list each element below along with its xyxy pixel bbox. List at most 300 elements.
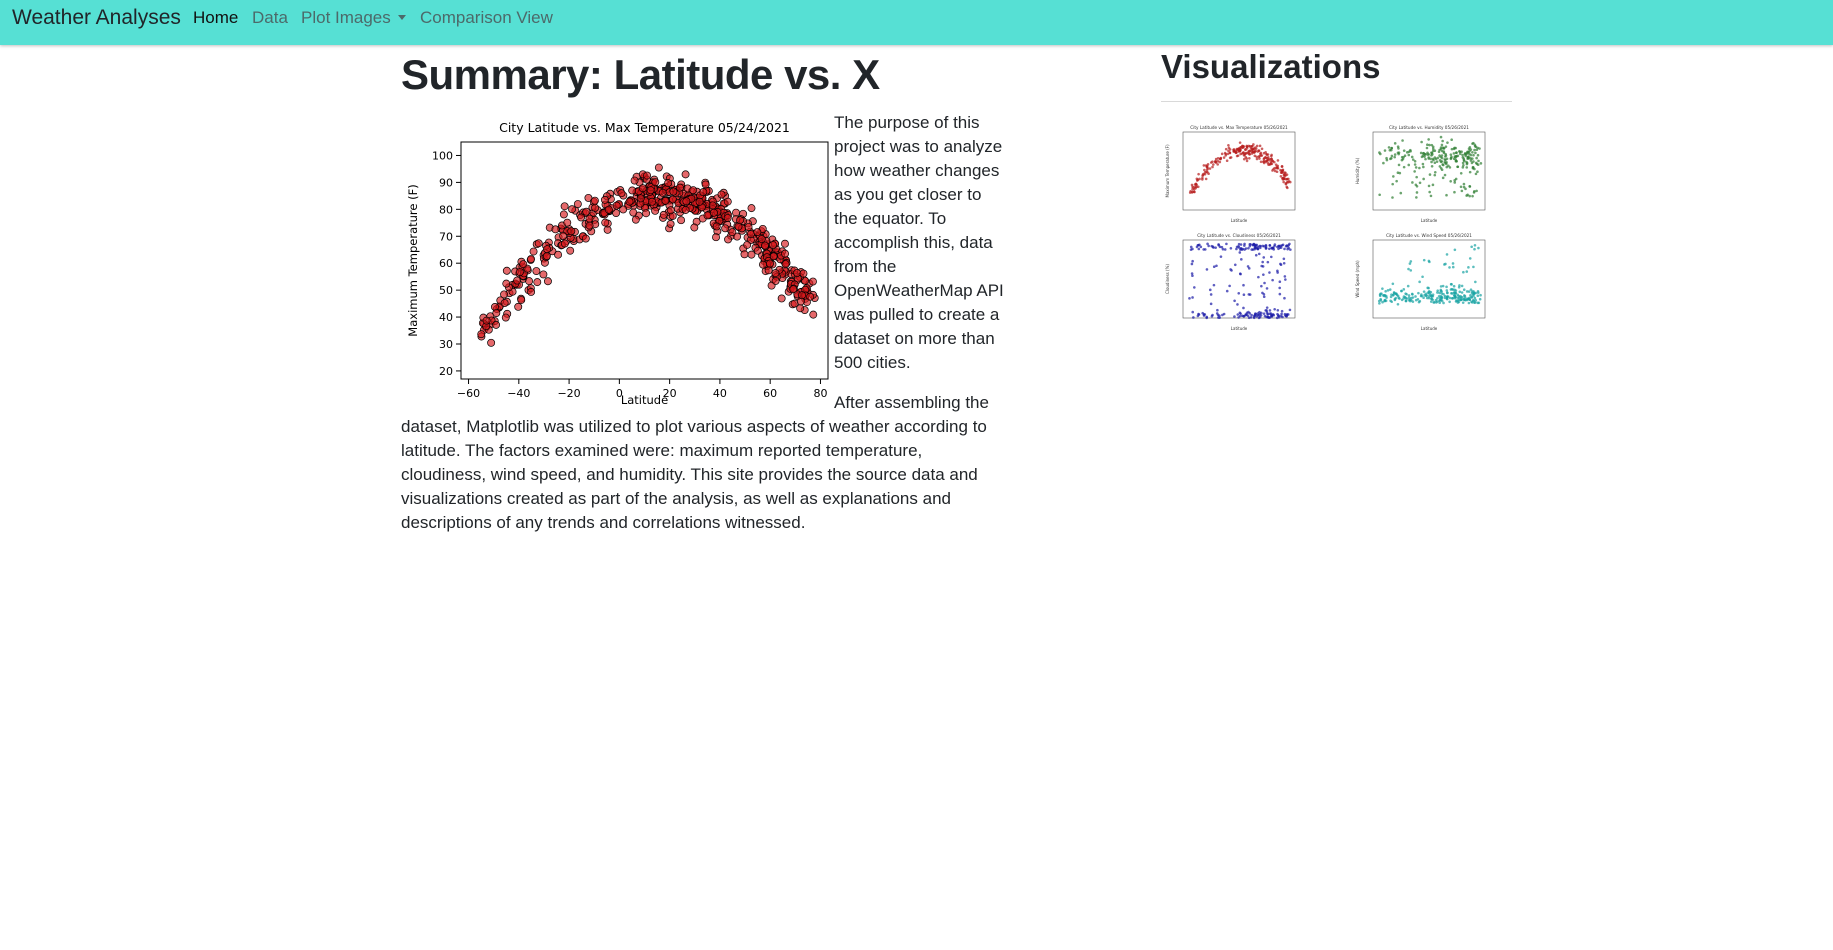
- data-point: [631, 177, 638, 184]
- thumb-point: [1256, 145, 1259, 148]
- thumb-point: [1241, 152, 1244, 155]
- thumb-xlabel: Latitude: [1420, 218, 1438, 223]
- x-tick-label: 60: [763, 387, 778, 400]
- thumb-point: [1477, 154, 1480, 157]
- data-point: [754, 228, 761, 235]
- thumb-point: [1479, 298, 1482, 301]
- thumb-point: [1394, 153, 1397, 156]
- nav-data[interactable]: Data: [252, 8, 288, 27]
- thumb-point: [1191, 274, 1194, 277]
- thumb-point: [1282, 181, 1285, 184]
- data-point: [613, 202, 620, 209]
- data-point: [754, 247, 761, 254]
- thumb-point: [1445, 286, 1448, 289]
- data-point: [513, 277, 520, 284]
- thumb-point: [1266, 287, 1269, 290]
- thumb-point: [1456, 165, 1459, 168]
- thumb-point: [1262, 273, 1265, 276]
- thumb-point: [1473, 248, 1476, 251]
- thumb-point: [1418, 167, 1421, 170]
- thumbnail-temperature[interactable]: [1161, 124, 1301, 226]
- thumb-point: [1268, 247, 1271, 250]
- data-point: [724, 214, 731, 221]
- thumb-point: [1471, 195, 1474, 198]
- thumb-point: [1239, 312, 1242, 315]
- data-point: [520, 261, 527, 268]
- thumb-point: [1204, 173, 1207, 176]
- thumb-point: [1468, 185, 1471, 188]
- nav-plot-images-dropdown[interactable]: [301, 8, 406, 28]
- thumb-point: [1259, 153, 1262, 156]
- thumb-point: [1265, 244, 1268, 247]
- thumb-point: [1392, 283, 1395, 286]
- thumb-point: [1468, 302, 1471, 305]
- thumb-point: [1438, 295, 1441, 298]
- thumb-point: [1441, 292, 1444, 295]
- data-point: [732, 209, 739, 216]
- thumb-point: [1453, 285, 1456, 288]
- thumb-point: [1260, 285, 1263, 288]
- y-tick-label: 60: [439, 257, 453, 271]
- thumb-point: [1390, 300, 1393, 303]
- thumb-point: [1276, 271, 1279, 274]
- data-point: [577, 214, 584, 221]
- thumb-point: [1450, 283, 1453, 286]
- thumb-point: [1394, 299, 1397, 302]
- thumbnail-wind-speed[interactable]: [1351, 232, 1491, 334]
- thumb-point: [1470, 159, 1473, 162]
- thumb-point: [1236, 303, 1239, 306]
- thumb-point: [1263, 157, 1266, 160]
- thumb-point: [1247, 247, 1250, 250]
- thumb-point: [1428, 144, 1431, 147]
- thumb-ylabel: Humidity (%): [1355, 157, 1360, 185]
- data-point: [560, 232, 567, 239]
- thumb-point: [1400, 290, 1403, 293]
- thumb-point: [1260, 312, 1263, 315]
- data-point: [574, 200, 581, 207]
- thumb-point: [1397, 147, 1400, 150]
- thumb-point: [1423, 259, 1426, 262]
- thumb-point: [1248, 157, 1251, 160]
- thumb-point: [1433, 174, 1436, 177]
- thumb-point: [1268, 271, 1271, 274]
- thumb-ylabel: Cloudiness (%): [1165, 264, 1170, 294]
- thumb-point: [1393, 156, 1396, 159]
- thumb-point: [1390, 293, 1393, 296]
- data-point: [809, 278, 816, 285]
- thumb-point: [1438, 292, 1441, 295]
- thumb-point: [1446, 157, 1449, 160]
- thumb-point: [1283, 178, 1286, 181]
- thumb-point: [1247, 311, 1250, 314]
- data-point: [630, 209, 637, 216]
- y-tick-label: 20: [439, 364, 453, 378]
- thumb-point: [1404, 292, 1407, 295]
- thumb-point: [1378, 302, 1381, 305]
- thumb-point: [1209, 167, 1212, 170]
- thumb-point: [1442, 164, 1445, 167]
- data-point: [690, 187, 697, 194]
- data-point: [769, 241, 776, 248]
- thumb-point: [1413, 170, 1416, 173]
- thumb-point: [1453, 191, 1456, 194]
- thumb-point: [1217, 160, 1220, 163]
- data-point: [583, 208, 590, 215]
- thumb-point: [1263, 282, 1266, 285]
- thumb-point: [1422, 178, 1425, 181]
- thumb-point: [1466, 163, 1469, 166]
- thumb-point: [1285, 315, 1288, 318]
- data-point: [691, 224, 698, 231]
- thumb-point: [1259, 316, 1262, 319]
- thumb-point: [1269, 309, 1272, 312]
- thumb-point: [1471, 151, 1474, 154]
- data-point: [501, 299, 508, 306]
- thumbnail-cloudiness[interactable]: [1161, 232, 1301, 334]
- thumb-point: [1259, 145, 1262, 148]
- thumb-point: [1285, 183, 1288, 186]
- data-point: [677, 217, 684, 224]
- data-point: [483, 317, 490, 324]
- data-point: [601, 196, 608, 203]
- thumb-point: [1193, 286, 1196, 289]
- data-point: [648, 198, 655, 205]
- data-point: [683, 198, 690, 205]
- thumb-point: [1390, 296, 1393, 299]
- thumb-point: [1430, 161, 1433, 164]
- thumb-point: [1432, 184, 1435, 187]
- thumb-point: [1224, 152, 1227, 155]
- thumb-point: [1414, 163, 1417, 166]
- thumb-point: [1211, 160, 1214, 163]
- thumb-point: [1418, 281, 1421, 284]
- thumb-point: [1213, 265, 1216, 268]
- thumb-point: [1277, 309, 1280, 312]
- data-point: [664, 180, 671, 187]
- data-points: [478, 164, 819, 346]
- thumb-point: [1253, 151, 1256, 154]
- caret-down-icon: [398, 15, 406, 20]
- data-point: [502, 314, 509, 321]
- y-axis-label: Maximum Temperature (F): [406, 184, 420, 337]
- nav-home[interactable]: Home: [193, 8, 239, 27]
- thumb-point: [1206, 268, 1209, 271]
- thumb-point: [1194, 183, 1197, 186]
- thumb-point: [1452, 262, 1455, 265]
- thumb-point: [1469, 257, 1472, 260]
- thumb-point: [1273, 308, 1276, 311]
- thumb-point: [1260, 265, 1263, 268]
- thumb-point: [1258, 253, 1261, 256]
- thumb-point: [1460, 185, 1463, 188]
- thumb-title: City Latitude vs. Humidity 05/26/2021: [1389, 125, 1469, 130]
- thumb-point: [1279, 293, 1282, 296]
- thumb-point: [1236, 313, 1239, 316]
- thumb-point: [1248, 267, 1251, 270]
- thumb-point: [1402, 156, 1405, 159]
- thumb-point: [1201, 312, 1204, 315]
- data-point: [702, 181, 709, 188]
- chart-title: City Latitude vs. Max Temperature 05/24/2021: [499, 120, 790, 135]
- thumb-point: [1414, 295, 1417, 298]
- thumb-point: [1272, 313, 1275, 316]
- thumb-point: [1210, 303, 1213, 306]
- thumb-point: [1441, 157, 1444, 160]
- thumb-point: [1397, 303, 1400, 306]
- thumb-point: [1191, 263, 1194, 266]
- thumb-point: [1480, 162, 1483, 165]
- thumb-point: [1415, 183, 1418, 186]
- thumb-point: [1270, 256, 1273, 259]
- thumb-point: [1216, 309, 1219, 312]
- thumb-title: City Latitude vs. Wind Speed 05/26/2021: [1386, 233, 1472, 238]
- data-point: [652, 207, 659, 214]
- data-point: [488, 339, 495, 346]
- thumb-point: [1470, 288, 1473, 291]
- thumb-point: [1225, 243, 1228, 246]
- data-point: [582, 235, 589, 242]
- thumb-point: [1217, 157, 1220, 160]
- data-point: [778, 295, 785, 302]
- thumb-point: [1447, 295, 1450, 298]
- thumb-point: [1191, 248, 1194, 251]
- thumb-point: [1422, 163, 1425, 166]
- method-paragraph: After assembling the dataset, Matplotlib was utilized to plot various aspects of weather according to latitude. The factors examined were: maximum reported temperature, cloudiness, wind speed, and humidity. This site provides the source data and visualizations created as part of the analysis, as well as explanations and descriptions of any trends and correlations witnessed.: [401, 393, 989, 532]
- data-point: [602, 219, 609, 226]
- thumb-point: [1279, 169, 1282, 172]
- thumb-point: [1271, 279, 1274, 282]
- data-point: [530, 248, 537, 255]
- thumb-point: [1212, 163, 1215, 166]
- thumb-point: [1428, 261, 1431, 264]
- thumb-point: [1384, 149, 1387, 152]
- data-point: [478, 331, 485, 338]
- thumb-point: [1438, 154, 1441, 157]
- data-point: [626, 198, 633, 205]
- visualizations-panel: [1161, 44, 1512, 334]
- thumb-point: [1282, 244, 1285, 247]
- data-point: [629, 187, 636, 194]
- data-point: [747, 231, 754, 238]
- thumb-point: [1287, 181, 1290, 184]
- data-point: [724, 198, 731, 205]
- data-point: [712, 234, 719, 241]
- thumb-point: [1392, 175, 1395, 178]
- thumb-point: [1225, 148, 1228, 151]
- thumb-point: [1411, 181, 1414, 184]
- data-point: [676, 184, 683, 191]
- thumb-point: [1227, 144, 1230, 147]
- thumb-point: [1280, 171, 1283, 174]
- thumb-point: [1427, 138, 1430, 141]
- thumb-point: [1197, 315, 1200, 318]
- data-point: [766, 260, 773, 267]
- thumb-point: [1476, 148, 1479, 151]
- data-point: [713, 223, 720, 230]
- thumb-ylabel: Wind Speed (mph): [1355, 260, 1360, 298]
- data-point: [568, 206, 575, 213]
- thumb-point: [1399, 192, 1402, 195]
- thumb-point: [1239, 273, 1242, 276]
- thumb-point: [1244, 148, 1247, 151]
- data-point: [652, 179, 659, 186]
- thumb-point: [1223, 156, 1226, 159]
- thumb-point: [1266, 306, 1269, 309]
- thumb-frame: [1183, 132, 1295, 210]
- thumb-point: [1397, 152, 1400, 155]
- thumb-point: [1402, 288, 1405, 291]
- data-point: [772, 277, 779, 284]
- thumb-point: [1403, 149, 1406, 152]
- thumb-point: [1286, 248, 1289, 251]
- data-point: [518, 296, 525, 303]
- thumb-point: [1475, 173, 1478, 176]
- thumb-point: [1211, 314, 1214, 317]
- thumb-point: [1477, 247, 1480, 250]
- thumb-point: [1214, 246, 1217, 249]
- thumbnail-humidity[interactable]: [1351, 124, 1491, 226]
- thumb-point: [1206, 171, 1209, 174]
- thumb-point: [1463, 294, 1466, 297]
- thumb-point: [1432, 158, 1435, 161]
- data-point: [618, 190, 625, 197]
- thumb-point: [1436, 160, 1439, 163]
- thumb-point: [1422, 296, 1425, 299]
- thumb-point: [1253, 248, 1256, 251]
- thumb-point: [1434, 171, 1437, 174]
- data-point: [765, 267, 772, 274]
- thumb-point: [1244, 313, 1247, 316]
- thumb-point: [1450, 138, 1453, 141]
- thumb-point: [1229, 268, 1232, 271]
- thumb-point: [1430, 195, 1433, 198]
- thumb-point: [1244, 156, 1247, 159]
- thumb-point: [1448, 300, 1451, 303]
- thumb-point: [1474, 244, 1477, 247]
- thumb-point: [1418, 301, 1421, 304]
- thumb-point: [1219, 246, 1222, 249]
- thumb-point: [1280, 175, 1283, 178]
- thumb-point: [1262, 256, 1265, 259]
- thumb-point: [1434, 161, 1437, 164]
- y-tick-label: 40: [439, 311, 453, 325]
- brand-link[interactable]: Weather Analyses: [12, 6, 181, 29]
- thumb-point: [1281, 165, 1284, 168]
- thumb-point: [1263, 295, 1266, 298]
- thumb-point: [1436, 297, 1439, 300]
- thumb-point: [1469, 146, 1472, 149]
- thumb-point: [1283, 262, 1286, 265]
- thumb-point: [1428, 185, 1431, 188]
- data-point: [667, 207, 674, 214]
- temperature-chart: [401, 111, 828, 407]
- data-point: [515, 303, 522, 310]
- thumb-point: [1385, 157, 1388, 160]
- thumb-point: [1466, 290, 1469, 293]
- data-point: [682, 171, 689, 178]
- thumb-point: [1432, 293, 1435, 296]
- thumb-point: [1214, 161, 1217, 164]
- thumb-point: [1236, 155, 1239, 158]
- thumb-point: [1200, 246, 1203, 249]
- thumb-point: [1385, 296, 1388, 299]
- thumb-point: [1258, 157, 1261, 160]
- thumb-point: [1472, 166, 1475, 169]
- thumb-point: [1248, 153, 1251, 156]
- thumb-point: [1228, 285, 1231, 288]
- thumb-point: [1395, 292, 1398, 295]
- thumb-point: [1220, 255, 1223, 258]
- thumb-point: [1193, 190, 1196, 193]
- nav-comparison-view[interactable]: Comparison View: [420, 8, 553, 27]
- thumb-point: [1209, 289, 1212, 292]
- thumb-point: [1206, 164, 1209, 167]
- thumb-point: [1216, 312, 1219, 315]
- x-tick-label: 0: [615, 387, 623, 400]
- thumb-point: [1221, 153, 1224, 156]
- thumb-point: [1383, 294, 1386, 297]
- thumb-point: [1466, 156, 1469, 159]
- thumb-point: [1464, 297, 1467, 300]
- data-point: [761, 242, 768, 249]
- thumb-point: [1274, 243, 1277, 246]
- thumb-point: [1420, 152, 1423, 155]
- thumb-point: [1267, 313, 1270, 316]
- temperature-plot: [401, 111, 828, 407]
- thumb-point: [1378, 300, 1381, 303]
- thumb-point: [1382, 162, 1385, 165]
- thumb-point: [1454, 158, 1457, 161]
- thumb-point: [1412, 300, 1415, 303]
- thumb-point: [1189, 190, 1192, 193]
- thumb-point: [1431, 144, 1434, 147]
- thumb-point: [1239, 315, 1242, 318]
- thumb-point: [1420, 293, 1423, 296]
- thumb-point: [1381, 301, 1384, 304]
- thumb-point: [1442, 302, 1445, 305]
- thumb-point: [1248, 149, 1251, 152]
- thumb-point: [1461, 190, 1464, 193]
- thumb-point: [1474, 297, 1477, 300]
- thumb-point: [1188, 297, 1191, 300]
- thumb-point: [1450, 288, 1453, 291]
- thumb-point: [1441, 160, 1444, 163]
- thumb-point: [1401, 299, 1404, 302]
- thumb-point: [1461, 291, 1464, 294]
- thumb-point: [1446, 292, 1449, 295]
- thumb-point: [1472, 154, 1475, 157]
- thumb-point: [1256, 150, 1259, 153]
- thumb-point: [1226, 159, 1229, 162]
- data-point: [560, 211, 567, 218]
- thumb-point: [1285, 186, 1288, 189]
- thumb-point: [1415, 176, 1418, 179]
- data-point: [643, 172, 650, 179]
- thumb-point: [1436, 291, 1439, 294]
- thumb-point: [1427, 153, 1430, 156]
- thumb-point: [1440, 136, 1443, 139]
- thumb-point: [1467, 266, 1470, 269]
- thumb-point: [1417, 292, 1420, 295]
- thumb-point: [1415, 299, 1418, 302]
- thumb-point: [1444, 153, 1447, 156]
- thumb-point: [1272, 168, 1275, 171]
- thumb-point: [1224, 248, 1227, 251]
- data-point: [492, 321, 499, 328]
- thumb-point: [1407, 154, 1410, 157]
- thumb-point: [1397, 296, 1400, 299]
